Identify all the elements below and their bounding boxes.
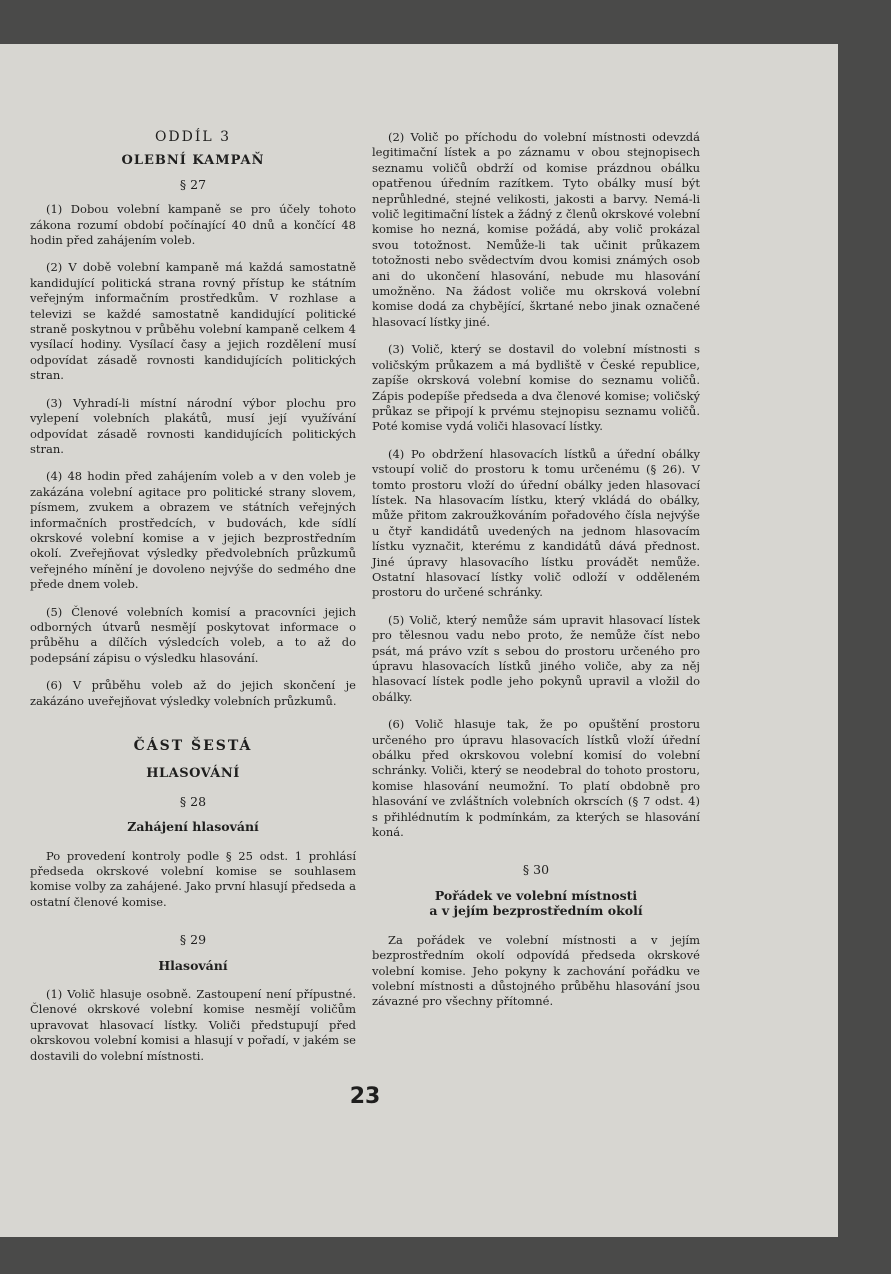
right-column: [372, 130, 700, 1022]
paragraph-27-1: (1) Dobou volební kampaně se pro účely tohoto zákona rozumí období počínající 40 dnů a končící 48 hodin před zahájením voleb.: [30, 202, 356, 248]
paragraph-30-title-line1: Pořádek ve volební místnosti: [434, 887, 638, 903]
paragraph-29-heading: § 29: [179, 932, 207, 948]
chapter-title: OLEBNÍ KAMPAŇ: [121, 153, 265, 169]
left-column: [30, 130, 356, 1076]
paragraph-30-heading: § 30: [522, 862, 550, 878]
paragraph-27-heading: § 27: [179, 176, 207, 192]
paragraph-29-1: (1) Volič hlasuje osobně. Zastoupení není přípustné. Členové okrskové volební komise nesmějí voličům upravovat hlasovací lístky. Voliči předstupují před okrskovou volební komisi a hlasují v pořadí, v jakém se dostavili do volební místnosti.: [30, 987, 356, 1063]
paragraph-30-title-line2: a v jejím bezprostředním okolí: [429, 903, 643, 919]
paragraph-30-text: Za pořádek ve volební místnosti a v jejím bezprostředním okolí odpovídá předseda okrskové volební komise. Jeho pokyny k zachování pořádku ve volební místnosti a důstojného průběhu hlasování jsou závazné pro všechny přítomné.: [372, 932, 700, 1009]
paragraph-28-heading: § 28: [179, 793, 207, 809]
chapter-heading: ODDÍL 3: [154, 129, 232, 145]
paragraph-27-6: (6) V průběhu voleb až do jejich skončení je zakázáno uveřejňovat výsledky volebních průzkumů.: [30, 678, 356, 708]
paragraph-28-text: Po provedení kontroly podle § 25 odst. 1 prohlásí předseda okrskové volební komise se souhlasem komise volby za zahájené. Jako první hlasují předseda a ostatní členové komise.: [30, 848, 356, 909]
paragraph-27-2: (2) V době volební kampaně má každá samostatně kandidující politická strana rovný přístup ke státním veřejným informačním prostředkům. V rozhlase a televizi se každé samostatně kandidující politické straně poskytnou v průběhu volební kampaně celkem 4 vysílací hodiny. Vysílací časy a jejich rozdělení musí odpovídat zásadě rovnosti kandidujících politických stran.: [30, 260, 356, 383]
paragraph-29-6: (6) Volič hlasuje tak, že po opuštění prostoru určeného pro úpravu hlasovacích lístků vloží úřední obálku před okrskovou volební komisí do volební schránky. Voliči, který se neodebral do tohoto prostoru, komise hlasování neumožní. To platí obdobně pro hlasování ve zvláštních volebních okrscích (§ 7 odst. 4) s přihlédnutím k podmínkám, za kterých se hlasování koná.: [372, 717, 700, 840]
paragraph-29-3: (3) Volič, který se dostavil do volební místnosti s voličským průkazem a má bydliště v České republice, zapíše okrsková volební komise do seznamu voličů. Zápis podepíše předseda a dva členové komise; voličský průkaz se připojí k prvému stejnopisu seznamu voličů. Poté komise vydá voliči hlasovací lístky.: [372, 342, 700, 434]
section-heading: HLASOVÁNÍ: [146, 766, 240, 782]
paragraph-27-4: (4) 48 hodin před zahájením voleb a v den voleb je zakázána volební agitace pro politické strany slovem, písmem, zvukem a obrazem ve státních veřejných informačních prostředcích, v budovách, kde sídlí okrskové volební komise a v jejich bezprostředním okolí. Zveřejňovat výsledky předvolebních průzkumů veřejného mínění je dovoleno nejvýše do sedmého dne přede dnem voleb.: [30, 469, 356, 592]
document-page: [0, 44, 838, 1237]
page-number: 23: [349, 1084, 381, 1109]
part-heading: ČÁST ŠESTÁ: [133, 738, 253, 754]
paragraph-27-3: (3) Vyhradí-li místní národní výbor plochu pro vylepení volebních plakátů, musí její využívání odpovídat zásadě rovnosti kandidujících politických stran.: [30, 395, 356, 456]
paragraph-29-5: (5) Volič, který nemůže sám upravit hlasovací lístek pro tělesnou vadu nebo proto, že nemůže číst nebo psát, má právo vzít s sebou do prostoru určeného pro úpravu hlasovacích lístků jiného voliče, aby za něj hlasovací lístek podle jeho pokynů upravil a vložil do obálky.: [372, 612, 700, 704]
paragraph-29-title: Hlasování: [158, 957, 228, 973]
paragraph-29-4: (4) Po obdržení hlasovacích lístků a úřední obálky vstoupí volič do prostoru k tomu určenému (§ 26). V tomto prostoru vloží do úřední obálky jeden hlasovací lístek. Na hlasovacím lístku, který vkládá do obálky, může přitom zakroužkováním pořadového čísla nejvýše u čtyř kandidátů uvedených na jednom hlasovacím lístku vyznačit, kterému z kandidátů dává přednost. Jiné úpravy hlasovacího lístku provádět nemůže. Ostatní hlasovací lístky volič odloží v odděleném prostoru do určené schránky.: [372, 446, 700, 600]
paragraph-29-2: (2) Volič po příchodu do volební místnosti odevzdá legitimační lístek a po záznamu v obou stejnopisech seznamu voličů obdrží od komise prázdnou obálku opatřenou úředním razítkem. Tyto obálky musí být neprůhledné, stejné velikosti, jakosti a barvy. Nemá-li volič legitimační lístek a žádný z členů okrskové volební komise ho nezná, komise požádá, aby volič prokázal svou totožnost. Nemůže-li tak učinit průkazem totožnosti nebo svědectvím dvou komisi známých osob ani do ukončení hlasování, nebude mu hlasování umožněno. Na žádost voliče mu okrsková volební komise dodá za chybějící, škrtané nebo jinak označené hlasovací lístky jiné.: [372, 130, 700, 329]
paragraph-28-title: Zahájení hlasování: [127, 819, 259, 835]
paragraph-27-5: (5) Členové volebních komisí a pracovníci jejich odborných útvarů nesmějí poskytovat informace o průběhu a dílčích výsledcích voleb, a to až do podepsání zápisu o výsledku hlasování.: [30, 604, 356, 665]
